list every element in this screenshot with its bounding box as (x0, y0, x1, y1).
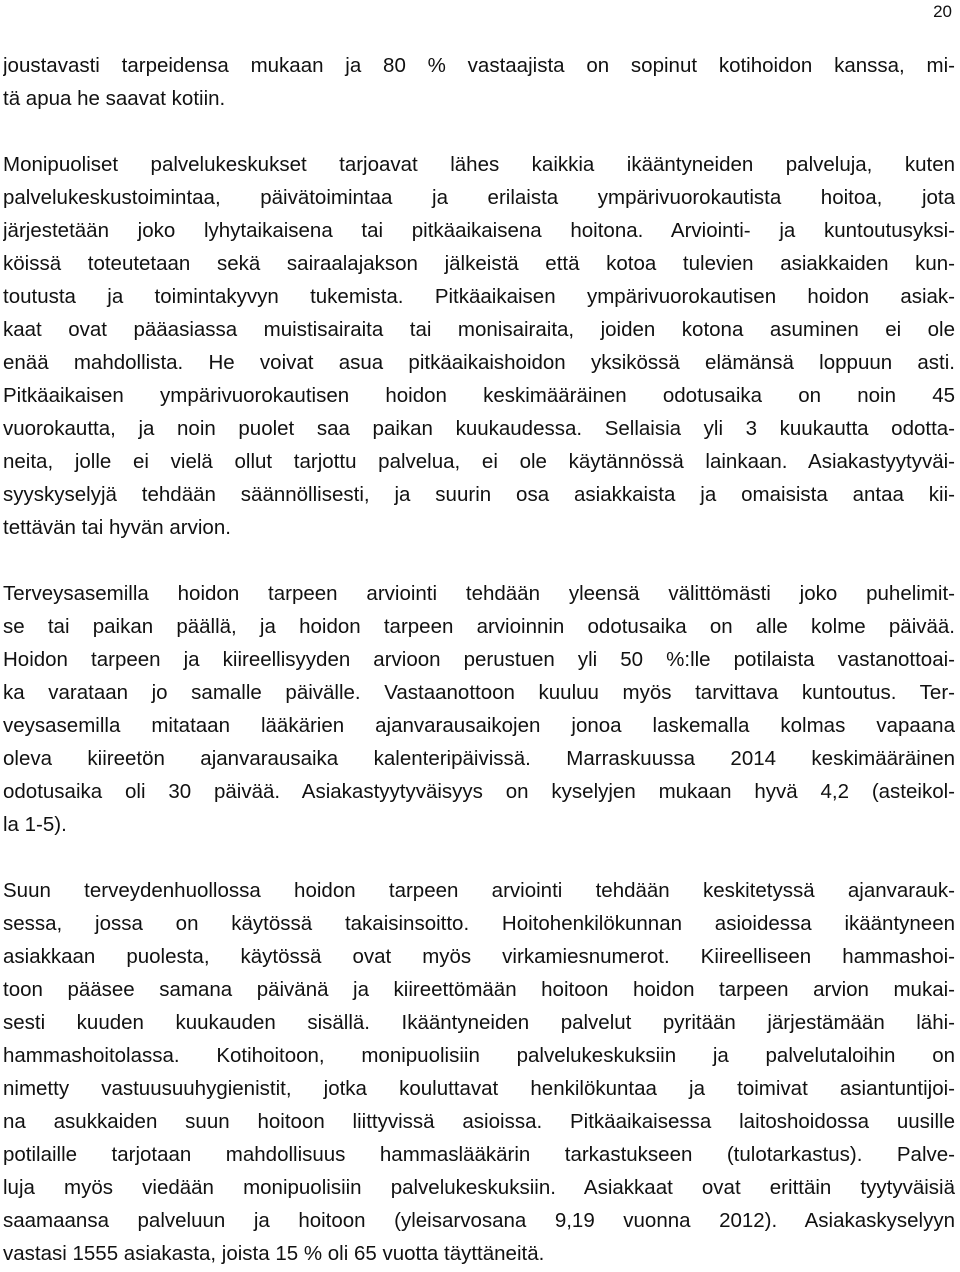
paragraph (3, 148, 955, 544)
text-line: joustavasti tarpeidensa mukaan ja 80 % vastaajista on sopinut kotihoidon kanssa, mi- (3, 54, 955, 77)
text-line: oleva kiireetön ajanvarausaika kalenteripäivissä. Marraskuussa 2014 keskimääräinen (3, 747, 955, 770)
text-line: vastasi 1555 asiakasta, joista 15 % oli 65 vuotta täyttäneitä. (3, 1242, 545, 1265)
page-number: 20 (933, 2, 952, 21)
document-body (3, 49, 955, 1270)
text-line: odotusaika oli 30 päivää. Asiakastyytyväisyys on kyselyjen mukaan hyvä 4,2 (asteikol- (3, 780, 955, 803)
text-line: ka varataan jo samalle päivälle. Vastaanottoon kuuluu myös tarvittava kuntoutus. Ter- (3, 681, 955, 704)
text-line: na asukkaiden suun hoitoon liittyvissä asioissa. Pitkäaikaisessa laitoshoidossa uusille (3, 1110, 955, 1133)
text-line: enää mahdollista. He voivat asua pitkäaikaishoidon yksikössä elämänsä loppuun asti. (3, 351, 955, 374)
text-line: köissä toteutetaan sekä sairaalajakson jälkeistä että kotoa tulevien asiakkaiden kun- (3, 252, 955, 275)
paragraph (3, 49, 955, 115)
paragraph (3, 874, 955, 1270)
text-line: toutusta ja toimintakyvyn tukemista. Pitkäaikaisen ympärivuorokautisen hoidon asiak- (3, 285, 955, 308)
text-line: Terveysasemilla hoidon tarpeen arviointi tehdään yleensä välittömästi joko puhelimit- (3, 582, 955, 605)
text-line: luja myös viedään monipuolisiin palvelukeskuksiin. Asiakkaat ovat erittäin tyytyväisiä (3, 1176, 955, 1199)
text-line: asiakkaan puolesta, käytössä ovat myös virkamiesnumerot. Kiireelliseen hammashoi- (3, 945, 955, 968)
text-line: toon pääsee samana päivänä ja kiireettömään hoitoon hoidon tarpeen arvion mukai- (3, 978, 955, 1001)
text-line: Monipuoliset palvelukeskukset tarjoavat lähes kaikkia ikääntyneiden palveluja, kuten (3, 153, 955, 176)
text-line: syyskyselyjä tehdään säännöllisesti, ja suurin osa asiakkaista ja omaisista antaa kii- (3, 483, 955, 506)
paragraph (3, 577, 955, 841)
text-line: tettävän tai hyvän arvion. (3, 516, 231, 539)
text-line: nimetty vastuusuuhygienistit, jotka kouluttavat henkilökuntaa ja toimivat asiantuntijoi- (3, 1077, 955, 1100)
text-line: Hoidon tarpeen ja kiireellisyyden arvioon perustuen yli 50 %:lle potilaista vastanottoai- (3, 648, 955, 671)
text-line: la 1-5). (3, 813, 67, 836)
text-line: sessa, jossa on käytössä takaisinsoitto. Hoitohenkilökunnan asioidessa ikääntyneen (3, 912, 955, 935)
text-line: kaat ovat pääasiassa muistisairaita tai monisairaita, joiden kotona asuminen ei ole (3, 318, 955, 341)
text-line: tä apua he saavat kotiin. (3, 87, 226, 110)
text-line: saamaansa palveluun ja hoitoon (yleisarvosana 9,19 vuonna 2012). Asiakaskyselyyn (3, 1209, 955, 1232)
text-line: veysasemilla mitataan lääkärien ajanvarausaikojen jonoa laskemalla kolmas vapaana (3, 714, 955, 737)
text-line: Pitkäaikaisen ympärivuorokautisen hoidon keskimääräinen odotusaika on noin 45 (3, 384, 955, 407)
text-line: se tai paikan päällä, ja hoidon tarpeen arvioinnin odotusaika on alle kolme päivää. (3, 615, 955, 638)
text-line: Suun terveydenhuollossa hoidon tarpeen arviointi tehdään keskitetyssä ajanvarauk- (3, 879, 955, 902)
text-line: sesti kuuden kuukauden sisällä. Ikääntyneiden palvelut pyritään järjestämään lähi- (3, 1011, 955, 1034)
text-line: hammashoitolassa. Kotihoitoon, monipuolisiin palvelukeskuksiin ja palvelutaloihin on (3, 1044, 955, 1067)
text-line: palvelukeskustoimintaa, päivätoimintaa ja erilaista ympärivuorokautista hoitoa, jota (3, 186, 955, 209)
text-line: neita, jolle ei vielä ollut tarjottu palvelua, ei ole käytännössä lainkaan. Asiakastyytyväi- (3, 450, 955, 473)
text-line: potilaille tarjotaan mahdollisuus hammaslääkärin tarkastukseen (tulotarkastus). Palve- (3, 1143, 955, 1166)
text-line: vuorokautta, ja noin puolet saa paikan kuukaudessa. Sellaisia yli 3 kuukautta odotta- (3, 417, 955, 440)
text-line: järjestetään joko lyhytaikaisena tai pitkäaikaisena hoitona. Arviointi- ja kuntoutusyksi- (3, 219, 955, 242)
